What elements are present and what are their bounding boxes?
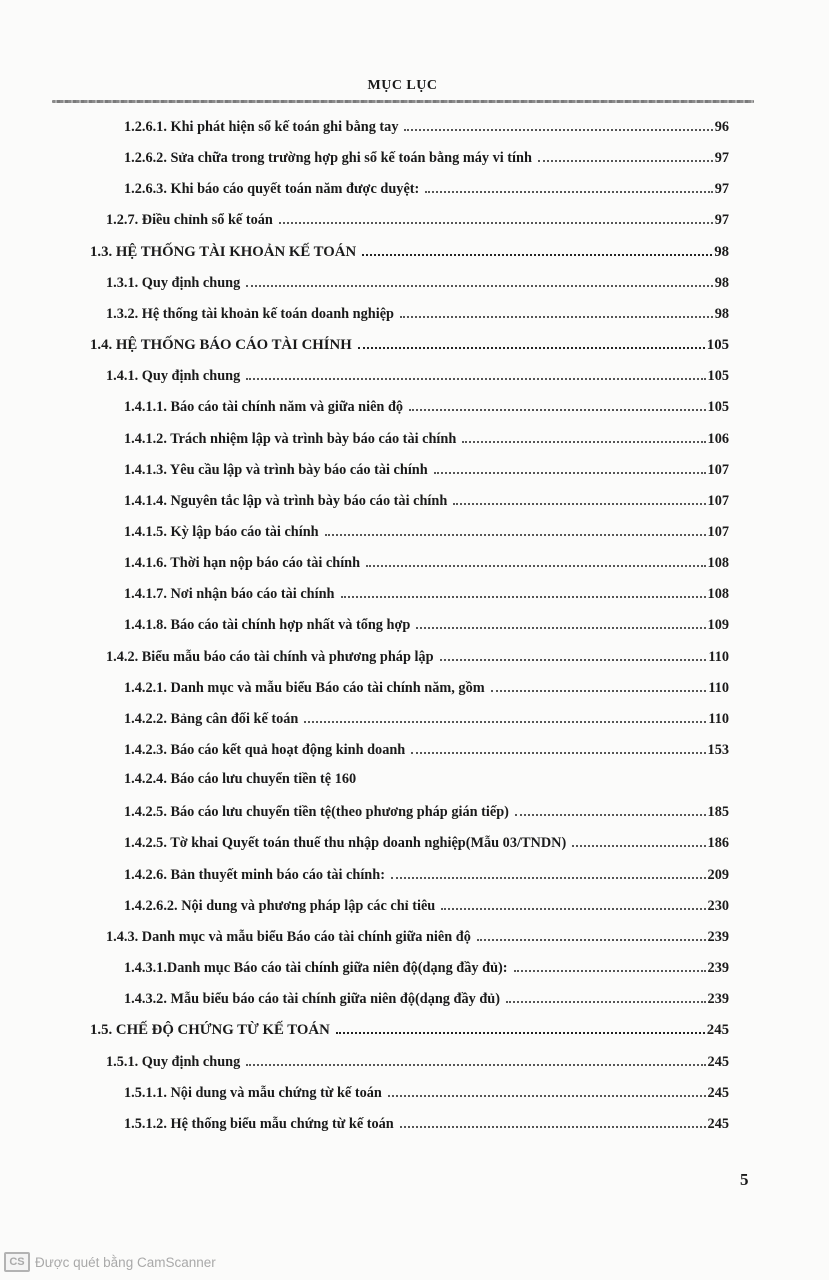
toc-entry-title: 1.3. HỆ THỐNG TÀI KHOẢN KẾ TOÁN (90, 243, 357, 260)
toc-entry-title: 1.4.1.3. Yêu cầu lập và trình bày báo cáo tài chính (124, 461, 428, 478)
dot-leader (366, 553, 705, 567)
toc-entry-title: 1.4.2.5. Tờ khai Quyết toán thuế thu nhập doanh nghiệp(Mẫu 03/TNDN) (124, 835, 567, 852)
dot-leader (515, 802, 706, 816)
toc-entry[interactable] (124, 896, 729, 920)
toc-entry[interactable] (124, 740, 729, 764)
toc-entry-title: 1.4.1.4. Nguyên tắc lập và trình bày báo cáo tài chính (124, 492, 448, 509)
toc-entry-page: 186 (707, 835, 729, 852)
toc-entry-title: 1.4. HỆ THỐNG BÁO CÁO TÀI CHÍNH (90, 337, 352, 354)
toc-entry-title: 1.5.1.1. Nội dung và mẫu chứng từ kế toán (124, 1084, 382, 1101)
toc-entry[interactable] (106, 210, 729, 234)
toc-entry[interactable] (124, 709, 729, 733)
toc-entry[interactable] (124, 833, 729, 857)
toc-entry-page: 106 (707, 430, 729, 447)
toc-entry-page: 107 (707, 461, 729, 478)
toc-entry-page: 239 (707, 991, 729, 1008)
dot-leader (411, 740, 705, 754)
toc-entry-page: 108 (707, 555, 729, 572)
watermark-text: Được quét bằng CamScanner (35, 1254, 216, 1270)
toc-entry-page: 185 (707, 804, 729, 821)
toc-entry[interactable] (124, 678, 729, 702)
camscanner-watermark (4, 1252, 216, 1272)
toc-entry-page: 209 (707, 866, 729, 883)
toc-entry-page: 107 (707, 492, 729, 509)
toc-entry[interactable] (106, 273, 729, 297)
toc-entry[interactable] (106, 1052, 729, 1076)
toc-entry-page: 98 (714, 305, 729, 322)
toc-entry-title: 1.4.3.1.Danh mục Báo cáo tài chính giữa niên độ(dạng đầy đủ): (124, 960, 508, 977)
toc-entry-page: 96 (714, 119, 729, 135)
dot-leader (425, 179, 712, 193)
dot-leader (341, 584, 706, 598)
dot-leader (434, 460, 706, 474)
toc-entry-title: 1.2.6.3. Khi báo cáo quyết toán năm được duyệt: (124, 181, 420, 198)
toc-entry[interactable] (124, 802, 729, 826)
toc-entry[interactable] (124, 958, 729, 982)
toc-entry[interactable] (90, 1020, 729, 1044)
toc-entry[interactable] (124, 429, 729, 453)
toc-entry-title: 1.5.1. Quy định chung (106, 1053, 241, 1070)
dot-leader (416, 615, 705, 629)
toc-entry-title: 1.4.2. Biểu mẫu báo cáo tài chính và phương pháp lập (106, 648, 434, 665)
toc-entry-title: 1.3.2. Hệ thống tài khoản kế toán doanh nghiệp (106, 305, 394, 322)
toc-entry-page: 239 (707, 928, 729, 945)
toc-entry[interactable] (124, 584, 729, 608)
toc-entry-page: 245 (706, 1022, 729, 1039)
toc-entry[interactable] (124, 460, 729, 484)
toc-entry-page: 97 (714, 181, 729, 198)
toc-entry-page: 98 (714, 243, 729, 260)
toc-entry[interactable] (106, 304, 729, 328)
toc-entry-title: 1.4.2.6. Bản thuyết minh báo cáo tài chính: (124, 866, 385, 883)
dot-leader (514, 958, 706, 972)
page-number: 5 (740, 1170, 749, 1189)
dot-leader (246, 366, 705, 380)
toc-entry[interactable] (124, 491, 729, 515)
toc-entry-page: 97 (714, 212, 729, 229)
dot-leader (362, 242, 712, 256)
toc-entry-title: 1.4.1.7. Nơi nhận báo cáo tài chính (124, 586, 335, 603)
toc-entry-title: 1.3.1. Quy định chung (106, 274, 241, 291)
page-header-title: MỤC LỤC (367, 78, 438, 93)
toc-entry-page: 245 (707, 1115, 729, 1132)
toc-entry[interactable] (90, 335, 729, 359)
toc-entry-title: 1.5. CHẾ ĐỘ CHỨNG TỪ KẾ TOÁN (90, 1022, 330, 1039)
dot-leader (246, 273, 712, 287)
toc-entry-title: 1.4.1.6. Thời hạn nộp báo cáo tài chính (124, 555, 361, 572)
toc-entry[interactable] (124, 865, 729, 889)
toc-entry[interactable] (124, 117, 729, 141)
toc-entry-title: 1.2.7. Điều chỉnh sổ kế toán (106, 212, 273, 229)
toc-entry[interactable] (124, 553, 729, 577)
dot-leader (409, 397, 705, 411)
toc-entry[interactable] (124, 148, 729, 172)
dot-leader (440, 647, 707, 661)
toc-entry-title: 1.4.1. Quy định chung (106, 368, 241, 385)
toc-entry-title: 1.4.1.5. Kỳ lập báo cáo tài chính (124, 523, 319, 540)
toc-entry-title: 1.4.3.2. Mẫu biểu báo cáo tài chính giữa niên độ(dạng đầy đủ) (124, 991, 501, 1008)
dot-leader (336, 1020, 705, 1034)
dot-leader (325, 522, 706, 536)
toc-entry-title: 1.4.1.2. Trách nhiệm lập và trình bày báo cáo tài chính (124, 430, 457, 447)
dot-leader (462, 429, 705, 443)
dot-leader (279, 210, 713, 224)
dot-leader (477, 927, 706, 941)
toc-entry-title: 1.4.1.8. Báo cáo tài chính hợp nhất và tổng hợp (124, 617, 411, 634)
toc-entry-page: 245 (707, 1053, 729, 1070)
dot-leader (246, 1052, 705, 1066)
dot-leader (506, 989, 706, 1003)
dot-leader (400, 304, 713, 318)
toc-entry[interactable] (124, 179, 729, 203)
toc-entry[interactable] (124, 615, 729, 639)
toc-entry-page: 239 (707, 960, 729, 977)
toc-entry-page: 109 (707, 617, 729, 634)
dot-leader (400, 1114, 706, 1128)
toc-entry-page: 105 (707, 368, 729, 385)
toc-entry-title: 1.2.6.2. Sửa chữa trong trường hợp ghi sổ kế toán bằng máy vi tính (124, 150, 532, 167)
toc-entry-title: 1.4.2.5. Báo cáo lưu chuyển tiền tệ(theo phương pháp gián tiếp) (124, 804, 509, 821)
toc-entry-page: 110 (708, 710, 729, 727)
toc-entry[interactable] (124, 1114, 729, 1138)
header-divider (52, 100, 754, 103)
dot-leader (358, 335, 705, 349)
toc-entry[interactable] (106, 927, 729, 951)
dot-leader (404, 117, 712, 131)
toc-entry[interactable] (106, 647, 729, 671)
toc-entry[interactable] (106, 366, 729, 390)
dot-leader (441, 896, 705, 910)
dot-leader (391, 865, 706, 879)
toc-entry-title: 1.4.2.6.2. Nội dung và phương pháp lập các chỉ tiêu (124, 897, 436, 914)
toc-entry-title: 1.4.2.3. Báo cáo kết quả hoạt động kinh doanh (124, 742, 406, 758)
dot-leader (572, 833, 705, 847)
dot-leader (538, 148, 713, 162)
toc-entry-page: 107 (707, 523, 729, 540)
toc-entry-title: 1.4.2.1. Danh mục và mẫu biểu Báo cáo tài chính năm, gồm (124, 679, 485, 696)
toc-entry-page: 108 (707, 586, 729, 603)
toc-entry[interactable] (90, 242, 729, 266)
camscanner-logo-icon: CS (4, 1252, 30, 1272)
toc-entry[interactable] (124, 771, 729, 795)
toc-entry-title: 1.4.1.1. Báo cáo tài chính năm và giữa niên độ (124, 399, 404, 416)
toc-entry[interactable] (124, 989, 729, 1013)
toc-entry-title: 1.4.3. Danh mục và mẫu biểu Báo cáo tài chính giữa niên độ (106, 928, 471, 945)
toc-entry-title: 1.2.6.1. Khi phát hiện sổ kế toán ghi bằng tay (124, 119, 399, 135)
toc-entry-page: 105 (706, 337, 729, 354)
toc-entry-page: 230 (707, 897, 729, 914)
toc-entry-title: 1.5.1.2. Hệ thống biểu mẫu chứng từ kế toán (124, 1115, 394, 1132)
dot-leader (453, 491, 705, 505)
toc-entry-title: 1.4.2.4. Báo cáo lưu chuyển tiền tệ 160 (124, 771, 357, 788)
toc-entry-page: 110 (708, 648, 729, 665)
dot-leader (388, 1083, 706, 1097)
dot-leader (304, 709, 706, 723)
toc-entry[interactable] (124, 522, 729, 546)
toc-entry-page: 153 (707, 742, 729, 758)
toc-entry-page: 105 (707, 399, 729, 416)
toc-entry-page: 110 (708, 679, 729, 696)
toc-entry[interactable] (124, 397, 729, 421)
toc-entry[interactable] (124, 1083, 729, 1107)
toc-entry-page: 245 (707, 1084, 729, 1101)
dot-leader (491, 678, 707, 692)
toc-entry-page: 98 (714, 274, 729, 291)
toc-entry-page: 97 (714, 150, 729, 167)
toc-entry-title: 1.4.2.2. Bảng cân đối kế toán (124, 710, 299, 727)
